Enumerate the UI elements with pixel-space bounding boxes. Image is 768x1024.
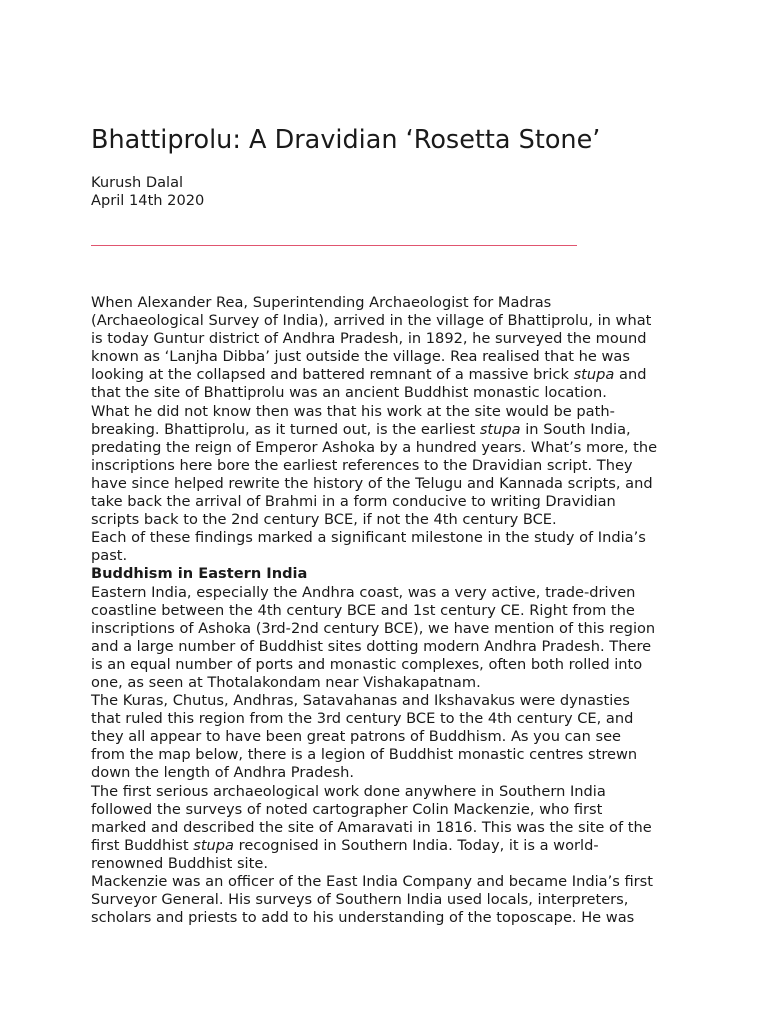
body-text-line (91, 801, 691, 819)
text-run: and (614, 366, 647, 384)
text-run: that ruled this region from the 3rd century BCE to the 4th century CE, and (91, 710, 634, 728)
text-run: inscriptions here bore the earliest references to the Dravidian script. They (91, 456, 633, 474)
text-run: one, as seen at Thotalakondam near Vishakapatnam. (91, 673, 481, 691)
body-text-line (91, 746, 691, 764)
body-text-line (91, 547, 691, 565)
body-text-line (91, 457, 691, 475)
page-title: Bhattiprolu: A Dravidian ‘Rosetta Stone’ (91, 125, 601, 155)
text-run: and a large number of Buddhist sites dotting modern Andhra Pradesh. There (91, 637, 652, 655)
text-run: When Alexander Rea, Superintending Archaeologist for Madras (91, 294, 552, 311)
text-run: is today Guntur district of Andhra Pradesh, in 1892, he surveyed the mound (91, 330, 647, 348)
text-run: predating the reign of Emperor Ashoka by a hundred years. What’s more, the (91, 438, 658, 456)
body-text-line (91, 620, 691, 638)
text-run: scholars and priests to add to his understanding of the toposcape. He was (91, 909, 635, 927)
italic-term: stupa (479, 420, 521, 438)
text-run: they all appear to have been great patrons of Buddhism. As you can see (91, 728, 622, 746)
body-text-line (91, 511, 691, 529)
body-text-line (91, 909, 691, 927)
body-text-line (91, 891, 691, 909)
text-run: from the map below, there is a legion of Buddhist monastic centres strewn (91, 746, 638, 764)
text-run: (Archaeological Survey of India), arrived in the village of Bhattiprolu, in what (91, 312, 652, 330)
text-run: known as ‘Lanjha Dibba’ just outside the village. Rea realised that he was (91, 348, 630, 366)
text-run: take back the arrival of Brahmi in a form conducive to writing Dravidian (91, 493, 616, 511)
text-run: Buddhism in Eastern India (91, 565, 308, 583)
article-body (91, 294, 691, 927)
publish-date: April 14th 2020 (91, 192, 205, 209)
body-text-line (91, 692, 691, 710)
body-text-line (91, 348, 691, 366)
author-name: Kurush Dalal (91, 174, 184, 191)
body-text-line (91, 873, 691, 891)
text-run: What he did not know then was that his work at the site would be path- (91, 402, 615, 420)
text-run: coastline between the 4th century BCE and 1st century CE. Right from the (91, 601, 635, 619)
text-run: Eastern India, especially the Andhra coast, was a very active, trade-driven (91, 583, 636, 601)
italic-term: stupa (193, 836, 235, 854)
text-run: followed the surveys of noted cartographer Colin Mackenzie, who first (91, 800, 603, 818)
text-run: marked and described the site of Amaravati in 1816. This was the site of the (91, 818, 652, 836)
body-text-line (91, 312, 691, 330)
text-run: Mackenzie was an officer of the East India Company and became India’s first (91, 873, 653, 890)
text-run: inscriptions of Ashoka (3rd-2nd century BCE), we have mention of this region (91, 619, 656, 637)
body-text-line (91, 674, 691, 692)
body-text-line (91, 439, 691, 457)
text-run: in South India, (520, 420, 631, 438)
text-run: renowned Buddhist site. (91, 854, 268, 872)
body-text-line (91, 855, 691, 873)
text-run: down the length of Andhra Pradesh. (91, 764, 355, 782)
body-text-line (91, 837, 691, 855)
body-text-line (91, 638, 691, 656)
body-text-line (91, 819, 691, 837)
body-text-line (91, 403, 691, 421)
body-text-line (91, 421, 691, 439)
body-text-line (91, 294, 691, 312)
body-text-line (91, 728, 691, 746)
byline (91, 174, 204, 210)
text-run: recognised in Southern India. Today, it is a world- (234, 836, 599, 854)
italic-term: stupa (573, 366, 615, 384)
body-text-line (91, 330, 691, 348)
title-divider (91, 245, 577, 246)
text-run: past. (91, 547, 128, 565)
text-run: that the site of Bhattiprolu was an ancient Buddhist monastic location. (91, 384, 607, 402)
body-text-line (91, 783, 691, 801)
body-text-line (91, 764, 691, 782)
body-text-line (91, 366, 691, 384)
text-run: scripts back to the 2nd century BCE, if not the 4th century BCE. (91, 511, 557, 529)
text-run: first Buddhist (91, 836, 194, 854)
body-text-line (91, 656, 691, 674)
text-run: The Kuras, Chutus, Andhras, Satavahanas and Ikshavakus were dynasties (91, 692, 630, 710)
text-run: is an equal number of ports and monastic complexes, often both rolled into (91, 655, 643, 673)
body-text-line (91, 584, 691, 602)
text-run: The first serious archaeological work done anywhere in Southern India (91, 782, 606, 800)
body-text-line (91, 493, 691, 511)
body-text-line (91, 602, 691, 620)
text-run: Surveyor General. His surveys of Southern India used locals, interpreters, (91, 891, 629, 909)
text-run: have since helped rewrite the history of the Telugu and Kannada scripts, and (91, 474, 653, 492)
body-text-line (91, 475, 691, 493)
section-heading (91, 565, 691, 583)
body-text-line (91, 710, 691, 728)
text-run: Each of these findings marked a significant milestone in the study of India’s (91, 529, 646, 547)
body-text-line (91, 529, 691, 547)
text-run: looking at the collapsed and battered remnant of a massive brick (91, 366, 574, 384)
body-text-line (91, 384, 691, 402)
text-run: breaking. Bhattiprolu, as it turned out, is the earliest (91, 420, 480, 438)
